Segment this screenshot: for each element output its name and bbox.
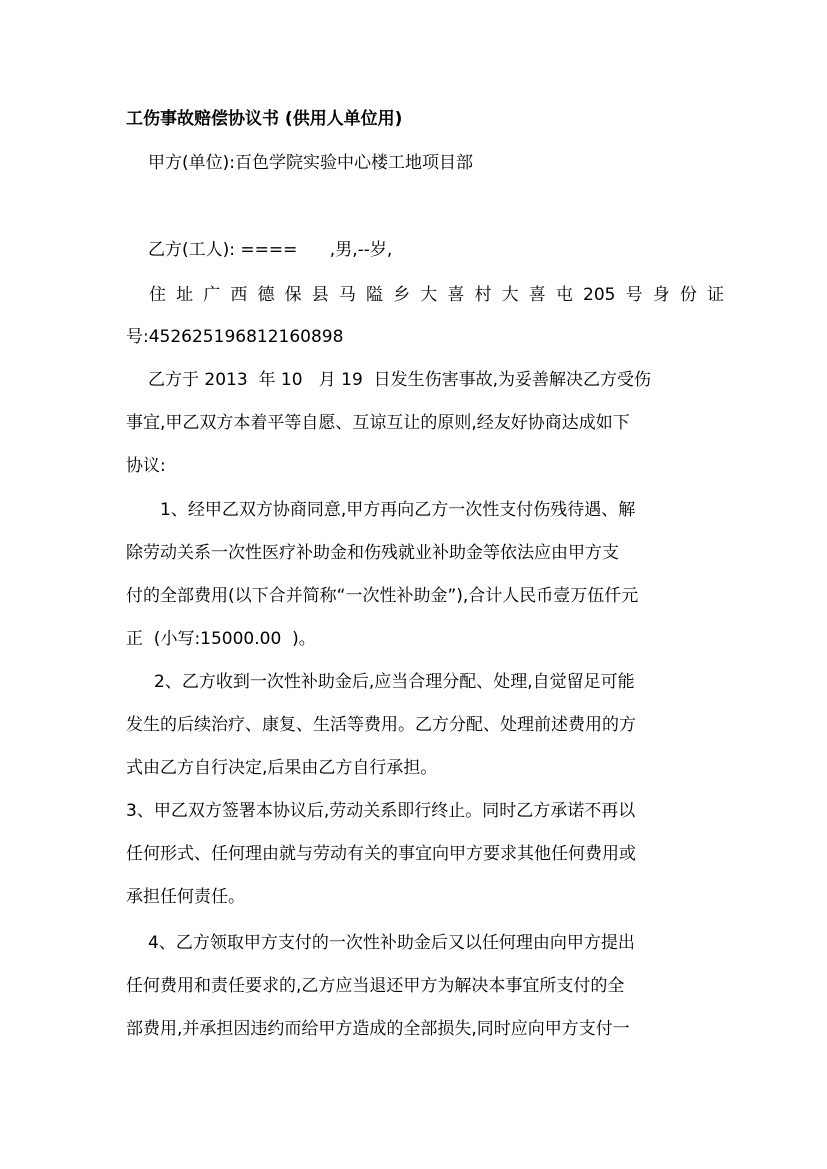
address-char: 住 xyxy=(149,285,166,305)
clause-1-line: 付的全部费用(以下合并简称“一次性补助金”),合计人民币壹万伍仟元 xyxy=(126,586,639,606)
address-char: 证 xyxy=(706,285,724,305)
address-char: 县 xyxy=(311,285,329,305)
address-char: 村 xyxy=(474,285,492,305)
address-char: 喜 xyxy=(447,285,465,305)
clause-1-line: 除劳动关系一次性医疗补助金和伤残就业补助金等依法应由甲方支 xyxy=(126,543,619,563)
address-char: 马 xyxy=(338,285,356,305)
clause-4-line: 部费用,并承担因违约而给甲方造成的全部损失,同时应向甲方支付一 xyxy=(126,1019,630,1039)
intro-line: 乙方于 2013 年 10 月 19 日发生伤害事故,为妥善解决乙方受伤 xyxy=(148,370,651,390)
clause-3-line: 任何形式、任何理由就与劳动有关的事宜向甲方要求其他任何费用或 xyxy=(126,844,636,864)
address-char: 份 xyxy=(679,285,697,305)
clause-1-line: 正 (小写:15000.00 )。 xyxy=(126,629,316,649)
address-char: 大 xyxy=(420,285,438,305)
clause-2-line: 发生的后续治疗、康复、生活等费用。乙方分配、处理前述费用的方 xyxy=(126,715,636,735)
address-char: 乡 xyxy=(393,285,411,305)
address-char: 屯 xyxy=(555,285,573,305)
address-char: 号 xyxy=(625,285,643,305)
clause-3-line: 承担任何责任。 xyxy=(126,887,245,907)
clause-2-line: 2、乙方收到一次性补助金后,应当合理分配、处理,自觉留足可能 xyxy=(154,672,635,692)
clause-3-line: 3、甲乙双方签署本协议后,劳动关系即行终止。同时乙方承诺不再以 xyxy=(126,801,636,821)
clause-2-line: 式由乙方自行决定,后果由乙方自行承担。 xyxy=(126,758,438,778)
address-char: 大 xyxy=(501,285,519,305)
id-number-line: 号:452625196812160898 xyxy=(126,327,344,347)
clause-4-line: 任何费用和责任要求的,乙方应当退还甲方为解决本事宜所支付的全 xyxy=(126,976,625,996)
party-b-line: 乙方(工人): ==== ,男,--岁, xyxy=(148,240,393,260)
intro-line: 事宜,甲乙双方本着平等自愿、互谅互让的原则,经友好协商达成如下 xyxy=(126,413,630,433)
address-line xyxy=(149,282,724,308)
intro-line: 协议: xyxy=(126,456,166,476)
address-char: 德 xyxy=(257,285,275,305)
address-char: 205 xyxy=(583,285,616,305)
party-a-line: 甲方(单位):百色学院实验中心楼工地项目部 xyxy=(148,153,473,173)
document-title: 工伤事故赔偿协议书 (供用人单位用) xyxy=(126,109,403,129)
address-char: 广 xyxy=(203,285,221,305)
address-char: 址 xyxy=(176,285,194,305)
address-char: 保 xyxy=(284,285,302,305)
clause-4-line: 4、乙方领取甲方支付的一次性补助金后又以任何理由向甲方提出 xyxy=(148,933,635,953)
address-char: 西 xyxy=(230,285,248,305)
clause-1-line: 1、经甲乙双方协商同意,甲方再向乙方一次性支付伤残待遇、解 xyxy=(160,500,636,520)
address-char: 身 xyxy=(652,285,670,305)
address-char: 喜 xyxy=(528,285,546,305)
address-char: 隘 xyxy=(366,285,383,305)
